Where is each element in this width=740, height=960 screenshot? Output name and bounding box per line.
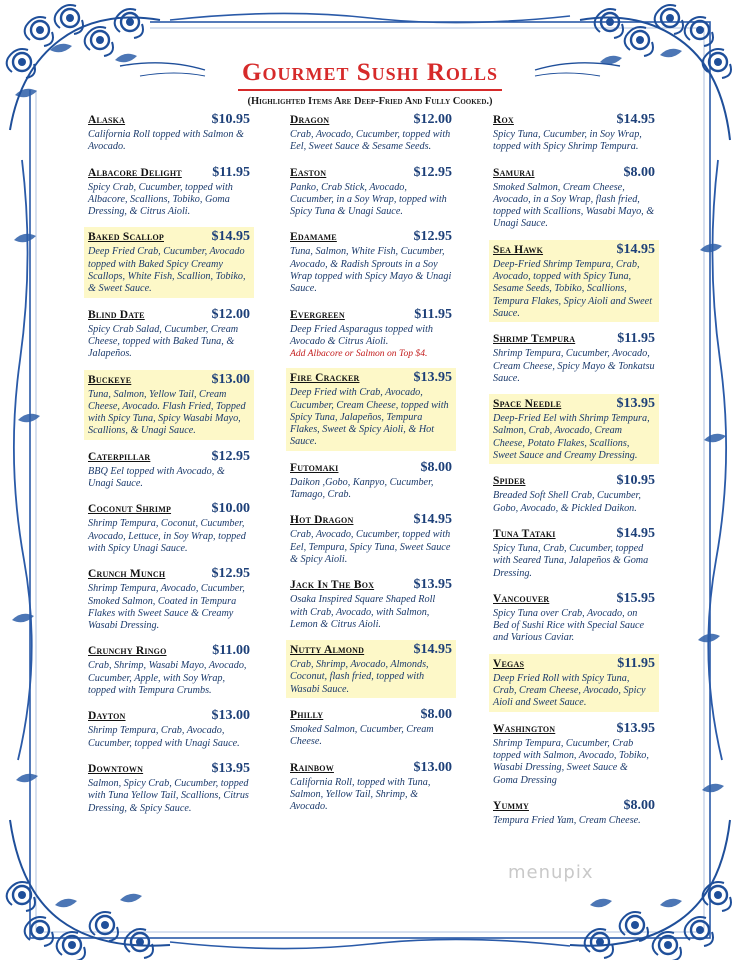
menu-item-price: $15.95 [616,590,655,606]
menu-item-header [88,566,250,582]
menu-item-header [493,165,655,181]
menu-item-name: Spider [493,475,526,488]
menu-title: Gourmet Sushi Rolls [238,58,502,91]
menu-item-price: $11.95 [617,655,655,671]
menu-item-description: Spicy Tuna over Crab, Avocado, on Bed of Sushi Rice with Special Sauce and Various Caviar. [493,607,645,644]
menu-item [84,706,254,752]
menu-item [84,641,254,699]
menu-item-description: Crab, Shrimp, Wasabi Mayo, Avocado, Cucumber, Apple, with Soy Wrap, topped with Tempura Crumbs. [88,660,247,697]
menu-item-header [88,307,250,323]
menu-item [84,564,254,634]
menu-item-header [88,708,250,724]
menu-item-name: Albacore Delight [88,166,182,179]
menu-item-name: Edamame [290,231,337,244]
menu-item [489,471,659,517]
menu-subtitle: (Highlighted Items Are Deep-Fried And Fully Cooked.) [247,96,493,107]
menu-item-name: Shrimp Tempura [493,333,576,346]
menu-item-header [493,526,655,542]
menu-item-description: Deep Fried Roll with Spicy Tuna, Crab, Cream Cheese, Avocado, Spicy Aioli and Sweet Sauce. [493,672,646,709]
menu-item-price: $14.95 [211,229,250,245]
menu-item-price: $12.95 [413,164,452,180]
menu-item-description: Osaka Inspired Square Shaped Roll with Crab, Avocado, with Salmon, Lemon & Citrus Aioli. [290,594,436,630]
menu-item-name: Buckeye [88,373,132,386]
menu-item [84,305,254,363]
menu-item-name: Vegas [493,657,525,670]
menu-item-price: $12.00 [211,306,250,322]
menu-item-price: $14.95 [616,241,655,257]
menu-item [489,394,659,464]
menu-item-header [290,642,452,658]
menu-item-name: Space Needle [493,398,562,411]
menu-item-name: Hot Dragon [290,514,354,527]
menu-item-price: $14.95 [616,112,655,127]
menu-item-description: Tuna, Salmon, White Fish, Cucumber, Avocado, & Radish Sprouts in a Soy Wrap topped with Spicy Mayo & Unagi Sauce. [290,246,452,295]
menu-item-name: Alaska [88,114,126,126]
menu-item [286,705,456,751]
menu-item [286,575,456,633]
menu-item-header [88,112,250,128]
menu-item-description: Panko, Crab Stick, Avocado, Cucumber, in a Soy Wrap, topped with Spicy Tuna & Unagi Sauce. [290,181,447,218]
menu-item-name: Dayton [88,710,126,723]
menu-item-description: Shrimp Tempura, Avocado, Cucumber, Smoked Salmon, Coated in Tempura Flakes with Sweet Sauce & Creamy Wasabi Dressing. [88,583,245,632]
menu-item-price: $13.00 [211,371,250,387]
menu-item [84,370,254,440]
menu-item [84,163,254,221]
menu-item-name: Baked Scallop [88,231,164,244]
menu-item-price: $11.95 [212,164,250,180]
menu-item-description: Deep-Fried Shrimp Tempura, Crab, Avocado, topped with Spicy Tuna, Sesame Seeds, Tobiko, Scallions, Tempura Flakes, Spicy Aioli and Sweet Sauce. [493,258,653,319]
menu-item-name: Nutty Almond [290,644,365,657]
menu-item [489,110,659,156]
menu-item-name: Downtown [88,762,144,775]
menu-item [286,510,456,568]
menu-item-price: $12.00 [413,112,452,127]
menu-item-header [493,721,655,737]
menu-item-name: Dragon [290,114,330,126]
menu-item-header [493,331,655,347]
menu-item [286,368,456,450]
menu-item-header [88,165,250,181]
menu-item-name: Tuna Tataki [493,527,556,540]
menu-item [286,110,456,156]
menu-item [286,640,456,698]
menu-item [84,110,254,156]
menu-item-header [290,112,452,128]
menu-item-description: Spicy Crab Salad, Cucumber, Cream Cheese, topped with Baked Tuna, & Jalapeños. [88,323,239,360]
menu-item-price: $13.95 [413,577,452,593]
menu-item-name: Yummy [493,799,529,812]
menu-item-price: $13.00 [413,759,452,775]
menu-item-header [88,229,250,245]
menu-item-header [290,760,452,776]
menu-item-price: $13.95 [616,720,655,736]
menu-item [489,796,659,829]
menu-item-price: $11.00 [212,643,250,659]
menu-item-description: California Roll, topped with Tuna, Salmon, Yellow Tail, Shrimp, & Avocado. [290,776,431,813]
menu-item-description: Salmon, Spicy Crab, Cucumber, topped with Tuna Yellow Tail, Scallions, Citrus Dressing, & Spicy Sauce. [88,777,249,814]
menu-item-description: Smoked Salmon, Cream Cheese, Avocado, in a Soy Wrap, flash fried, topped with Scallions, Wasabi Mayo, & Unagi Sauce. [493,181,655,230]
menu-item-header [290,229,452,245]
menu-item [84,759,254,817]
menu-item-header [493,656,655,672]
menu-item-description: Breaded Soft Shell Crab, Cucumber, Gobo, Avocado, & Pickled Daikon. [493,490,641,514]
menu-item-description: Spicy Tuna, Cucumber, in Soy Wrap, topped with Spicy Shrimp Tempura. [493,129,642,153]
menu-item-name: Coconut Shrimp [88,503,172,516]
menu-item-description: Deep Fried Crab, Cucumber, Avocado topped with Baked Spicy Creamy Scallops, White Fish, Scallion, Tobiko, & Sweet Sauce. [88,246,246,295]
menu-item-price: $8.00 [420,707,452,723]
menu-item-price: $10.00 [211,501,250,517]
menu-item-description: Shrimp Tempura, Cucumber, Crab topped with Salmon, Avocado, Tobiko, Wasabi Dressing, Sweet Sauce & Goma Dressing [493,737,649,786]
menu-item-header [88,372,250,388]
menu-item-price: $11.95 [617,331,655,347]
menu-item-price: $13.95 [616,396,655,412]
menu-item-name: Futomaki [290,461,339,474]
menu-item-header [290,307,452,323]
menu-item [489,329,659,387]
menu-item [286,305,456,362]
menu-item-header [88,643,250,659]
menu-item-name: Rox [493,114,514,126]
menu-item-name: Blind Date [88,308,145,321]
menu-item [489,240,659,322]
menu-item-price: $11.95 [414,306,452,322]
menu-item [286,458,456,504]
menu-item-name: Samurai [493,166,535,179]
menu-item-header [290,707,452,723]
menu-item-price: $8.00 [420,459,452,475]
menu-item-header [493,242,655,258]
menu-header [0,58,740,107]
menu-item-price: $12.95 [211,448,250,464]
menu-item-description: Spicy Tuna, Crab, Cucumber, topped with Seared Tuna, Jalapeños & Goma Dressing. [493,542,649,579]
menu-item-header [493,396,655,412]
menu-item-price: $14.95 [413,512,452,528]
menu-item-description: Deep-Fried Eel with Shrimp Tempura, Salmon, Crab, Avocado, Cream Cheese, Potato Flakes, Scallions, Sweet Sauce and Creamy Dressing. [493,413,650,462]
menu-item-header [88,761,250,777]
menu-item-price: $8.00 [623,164,655,180]
menu-column-1 [84,110,254,824]
menu-item [84,227,254,297]
menu-item-header [88,449,250,465]
menu-item-price: $13.00 [211,708,250,724]
menu-item-header [290,577,452,593]
menu-item-price: $13.95 [211,760,250,776]
menu-item-name: Easton [290,166,327,179]
menu-item-name: Fire Cracker [290,372,360,385]
menu-item-header [290,512,452,528]
menu-item-header [493,591,655,607]
menu-column-2 [286,110,456,823]
menu-item-name: Jack In The Box [290,579,375,592]
menu-item-name: Rainbow [290,761,334,774]
menu-item [286,227,456,297]
menu-item-description: Tuna, Salmon, Yellow Tail, Cream Cheese, Avocado. Flash Fried, Topped with Spicy Tuna, Spicy Wasabi Mayo, Scallions, & Unagi Sauce. [88,388,246,437]
menu-item-description: Daikon ,Gobo, Kanpyo, Cucumber, Tamago, Crab. [290,476,434,501]
menu-item-name: Caterpillar [88,450,151,463]
menu-item-description: Crab, Avocado, Cucumber, topped with Eel, Tempura, Spicy Tuna, Sweet Sauce & Spicy Aioli. [290,529,451,565]
menu-item-description: Spicy Crab, Cucumber, topped with Albacore, Scallions, Tobiko, Goma Dressing, & Citrus Aioli. [88,181,233,218]
menu-item [489,719,659,789]
menu-item-name: Sea Hawk [493,243,544,256]
menu-item-price: $14.95 [616,525,655,541]
menu-item [286,758,456,816]
menu-item [489,524,659,582]
menu-item [84,499,254,557]
menu-item-price: $8.00 [623,797,655,813]
menu-item-name: Crunch Munch [88,568,166,581]
menu-item-description: Crab, Avocado, Cucumber, topped with Eel, Sweet Sauce & Sesame Seeds. [290,129,451,153]
menu-item-name: Philly [290,709,324,722]
menu-item-name: Crunchy Ringo [88,645,167,658]
menu-item-price: $14.95 [413,642,452,658]
menu-item-price: $12.95 [211,566,250,582]
menu-item-price: $12.95 [413,229,452,245]
menu-column-3 [489,110,659,836]
menu-item-description: Smoked Salmon, Cucumber, Cream Cheese. [290,724,434,748]
menu-item-header [290,370,452,386]
watermark: menupix [508,862,594,883]
menu-item-description: Shrimp Tempura, Coconut, Cucumber, Avocado, Lettuce, in Soy Wrap, topped with Spicy Unagi Sauce. [88,518,246,554]
menu-item-header [493,473,655,489]
menu-item-name: Washington [493,722,556,735]
menu-item-description: Shrimp Tempura, Cucumber, Avocado, Cream Cheese, Spicy Mayo & Tonkatsu Sauce. [493,348,655,384]
menu-item [286,163,456,221]
menu-item-name: Vancouver [493,592,550,605]
menu-item-header [493,112,655,128]
menu-item [489,163,659,233]
menu-item-note: Add Albacore or Salmon on Top $4. [290,348,428,360]
menu-item-name: Evergreen [290,308,345,321]
menu-item-header [290,460,452,476]
menu-item-description: California Roll topped with Salmon & Avocado. [88,129,244,153]
menu-item-description: Deep Fried with Crab, Avocado, Cucumber, Cream Cheese, topped with Spicy Tuna, Jalapeños, Tempura Flakes, Sweet & Spicy Aioli, & Hot Sauce. [290,387,449,448]
menu-item-header [493,798,655,814]
menu-item-price: $13.95 [413,370,452,386]
menu-item-price: $10.95 [616,473,655,489]
menu-item-price: $10.95 [211,112,250,127]
menu-item-description: Shrimp Tempura, Crab, Avocado, Cucumber, topped with Unagi Sauce. [88,725,240,749]
menu-item [84,447,254,493]
menu-item-description: BBQ Eel topped with Avocado, & Unagi Sauce. [88,465,225,490]
menu-item-header [290,165,452,181]
menu-item-header [88,501,250,517]
menu-item-description: Deep Fried Asparagus topped with Avocado & Citrus Aioli. [290,323,433,347]
menu-item [489,589,659,647]
menu-item [489,654,659,712]
menu-item-description: Tempura Fried Yam, Cream Cheese. [493,814,641,826]
menu-item-description: Crab, Shrimp, Avocado, Almonds, Coconut, flash fried, topped with Wasabi Sauce. [290,659,429,695]
